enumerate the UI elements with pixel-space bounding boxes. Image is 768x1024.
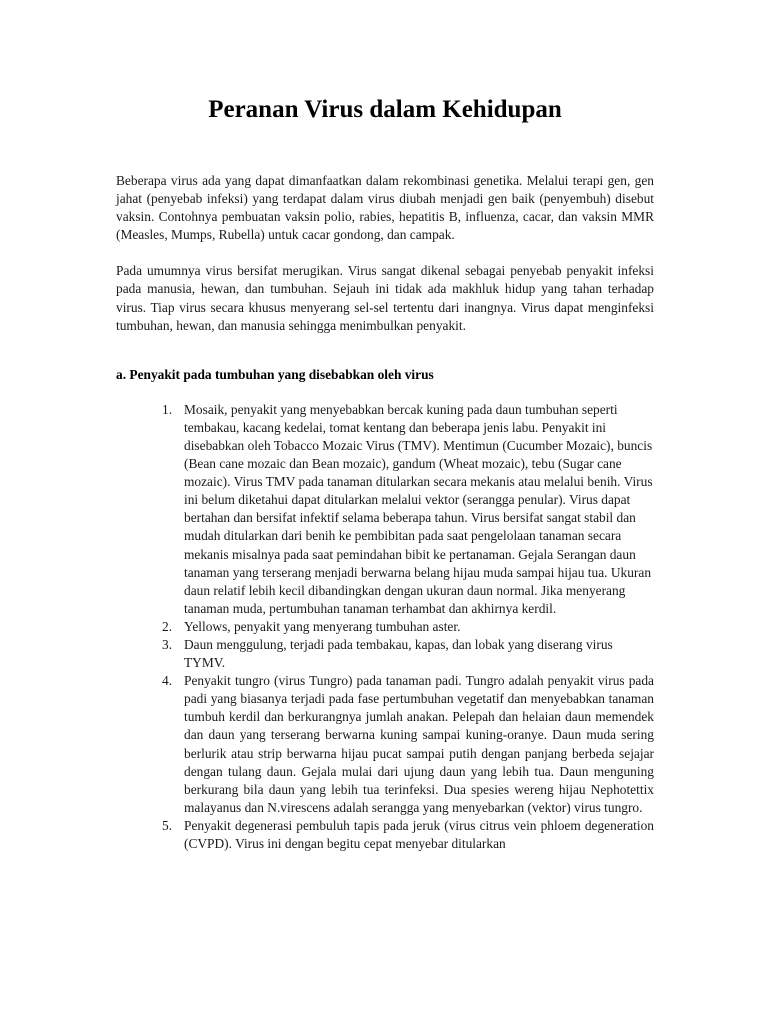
list-item-number: 5. bbox=[162, 817, 173, 833]
list-item-text: Yellows, penyakit yang menyerang tumbuhan aster. bbox=[184, 618, 461, 634]
list-item bbox=[162, 817, 654, 853]
paragraph-harmful: Pada umumnya virus bersifat merugikan. Virus sangat dikenal sebagai penyebab penyakit infeksi pada manusia, hewan, dan tumbuhan. Sejauh ini tidak ada makhluk hidup yang tahan terhadap virus. Tiap virus secara khusus menyerang sel-sel tertentu dari inangnya. Virus dapat menginfeksi tumbuhan, hewan, dan manusia sehingga menimbulkan penyakit. bbox=[116, 263, 654, 333]
list-item-number: 3. bbox=[162, 636, 173, 652]
paragraph-intro: Beberapa virus ada yang dapat dimanfaatkan dalam rekombinasi genetika. Melalui terapi gen, gen jahat (penyebab infeksi) yang terdapat dalam virus diubah menjadi gen baik (penyembuh) disebut vaksin. Contohnya pembuatan vaksin polio, rabies, hepatitis B, influenza, cacar, dan vaksin MMR (Measles, Mumps, Rubella) untuk cacar gondong, dan campak. bbox=[116, 173, 654, 243]
section-heading: a. Penyakit pada tumbuhan yang disebabkan oleh virus bbox=[116, 366, 434, 382]
list-item bbox=[162, 401, 654, 618]
list-item bbox=[162, 672, 654, 817]
list-item bbox=[162, 636, 654, 672]
list-item-text: Penyakit degenerasi pembuluh tapis pada jeruk (virus citrus vein phloem degeneration (CVPD). Virus ini dengan begitu cepat menyebar ditularkan bbox=[184, 817, 654, 851]
list-item-text: Mosaik, penyakit yang menyebabkan bercak kuning pada daun tumbuhan seperti tembakau, kacang kedelai, tomat kentang dan beberapa jenis labu. Penyakit ini disebabkan oleh Tobacco Mozaic Virus (TMV). Mentimun (Cucumber Mozaic), buncis (Bean cane mozaic dan Bean mozaic), gandum (Wheat mozaic), tebu (Sugar cane mozaic). Virus TMV pada tanaman ditularkan secara mekanis atau melalui benih. Virus ini belum diketahui dapat ditularkan melalui vektor (serangga penular). Virus dapat bertahan dan bersifat infektif selama beberapa tahun. Virus bersifat sangat stabil dan mudah ditularkan dari benih ke pembibitan pada saat pengelolaan tanaman secara mekanis misalnya pada saat pemindahan bibit ke pertanaman. Gejala Serangan daun tanaman yang terserang menjadi berwarna belang hijau muda sampai hijau tua. Ukuran daun relatif lebih kecil dibandingkan dengan ukuran daun normal. Jika menyerang tanaman muda, pertumbuhan tanaman terhambat dan akhirnya kerdil. bbox=[184, 401, 653, 616]
list-item-number: 1. bbox=[162, 401, 173, 417]
list-item-text: Daun menggulung, terjadi pada tembakau, kapas, dan lobak yang diserang virus TYMV. bbox=[184, 636, 613, 671]
page-title: Peranan Virus dalam Kehidupan bbox=[208, 96, 562, 123]
disease-list bbox=[116, 401, 654, 853]
list-item-text: Penyakit tungro (virus Tungro) pada tanaman padi. Tungro adalah penyakit virus pada padi yang biasanya terjadi pada fase pertumbuhan vegetatif dan menyebabkan tanaman tumbuh kerdil dan berkurangnya jumlah anakan. Pelepah dan helaian daun memendek dan daun yang terserang berwarna kuning sampai kuning-oranye. Daun muda sering berlurik atau strip berwarna hijau pucat sampai putih dengan panjang berbeda sejajar dengan tulang daun. Gejala mulai dari ujung daun yang lebih tua. Daun menguning berkurang bila daun yang lebih tua terinfeksi. Dua spesies wereng hijau Nephotettix malayanus dan N.virescens adalah serangga yang menyebarkan (vektor) virus tungro. bbox=[184, 673, 654, 815]
list-item bbox=[162, 618, 654, 636]
list-item-number: 2. bbox=[162, 618, 173, 634]
list-item-number: 4. bbox=[162, 673, 173, 689]
